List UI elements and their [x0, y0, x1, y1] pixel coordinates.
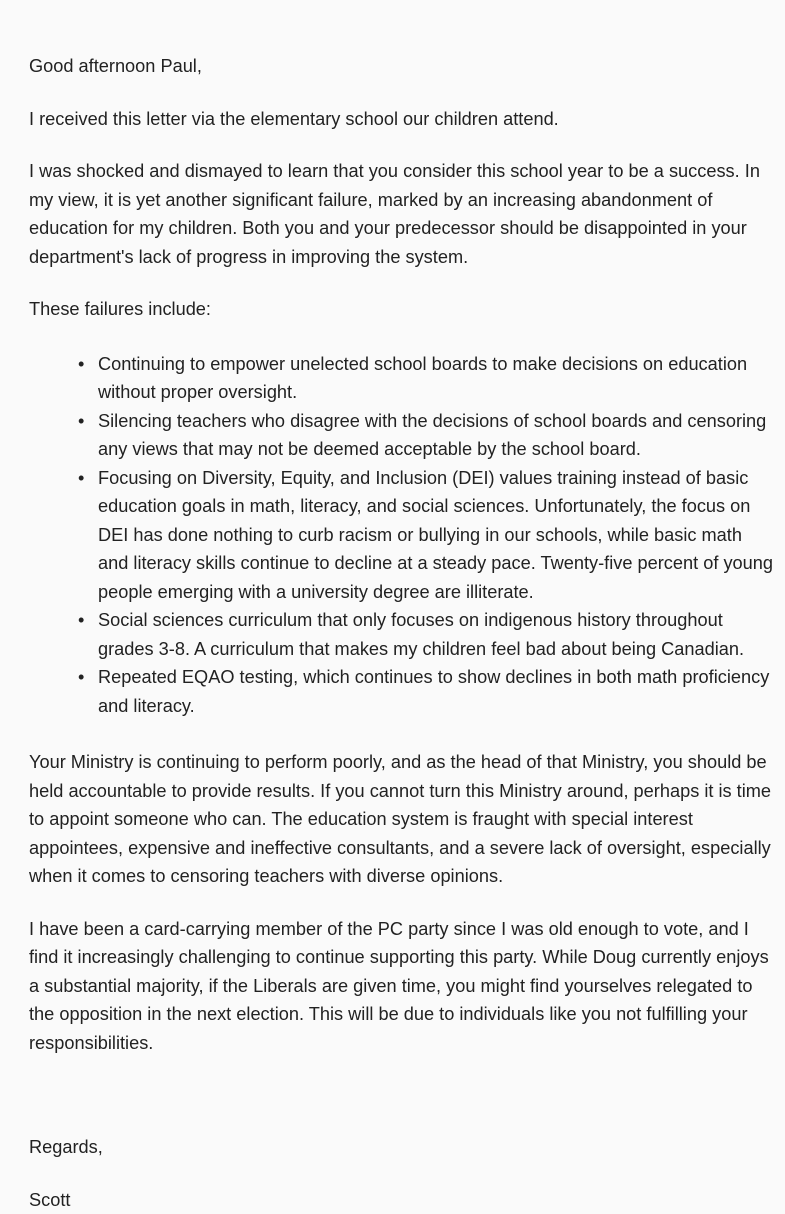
list-item [98, 663, 774, 720]
list-item-text: Repeated EQAO testing, which continues to show declines in both math proficiency and literacy. [98, 667, 769, 716]
closing-regards: Regards, [29, 1133, 774, 1162]
bullet-icon: • [78, 606, 84, 635]
bullet-icon: • [78, 663, 84, 692]
list-item [98, 407, 774, 464]
signature: Scott [29, 1186, 774, 1214]
list-item [98, 350, 774, 407]
intro-paragraph: I received this letter via the elementary school our children attend. [29, 105, 774, 134]
bullet-icon: • [78, 407, 84, 436]
list-item-text: Continuing to empower unelected school boards to make decisions on education without proper oversight. [98, 354, 747, 403]
ministry-paragraph: Your Ministry is continuing to perform poorly, and as the head of that Ministry, you should be held accountable to provide results. If you cannot turn this Ministry around, perhaps it is time to appoint someone who can. The education system is fraught with special interest appointees, expensive and ineffective consultants, and a severe lack of oversight, especially when it comes to censoring teachers with diverse opinions. [29, 748, 774, 891]
letter-body [29, 52, 774, 1214]
closing-spacer [29, 1081, 774, 1133]
failures-intro: These failures include: [29, 295, 774, 324]
bullet-icon: • [78, 464, 84, 493]
party-paragraph: I have been a card-carrying member of the PC party since I was old enough to vote, and I find it increasingly challenging to continue supporting this party. While Doug currently enjoys a substantial majority, if the Liberals are given time, you might find yourselves relegated to the opposition in the next election. This will be due to individuals like you not fulfilling your responsibilities. [29, 915, 774, 1058]
list-item-text: Focusing on Diversity, Equity, and Inclusion (DEI) values training instead of basic education goals in math, literacy, and social sciences. Unfortunately, the focus on DEI has done nothing to curb racism or bullying in our schools, while basic math and literacy skills continue to decline at a steady pace. Twenty-five percent of young people emerging with a university degree are illiterate. [98, 468, 773, 602]
bullet-icon: • [78, 350, 84, 379]
shock-paragraph: I was shocked and dismayed to learn that you consider this school year to be a success. In my view, it is yet another significant failure, marked by an increasing abandonment of education for my children. Both you and your predecessor should be disappointed in your department's lack of progress in improving the system. [29, 157, 774, 271]
list-item-text: Silencing teachers who disagree with the decisions of school boards and censoring any views that may not be deemed acceptable by the school board. [98, 411, 766, 460]
list-item [98, 464, 774, 607]
list-item-text: Social sciences curriculum that only focuses on indigenous history throughout grades 3-8. A curriculum that makes my children feel bad about being Canadian. [98, 610, 744, 659]
greeting: Good afternoon Paul, [29, 52, 774, 81]
list-item [98, 606, 774, 663]
failures-list [29, 350, 774, 721]
